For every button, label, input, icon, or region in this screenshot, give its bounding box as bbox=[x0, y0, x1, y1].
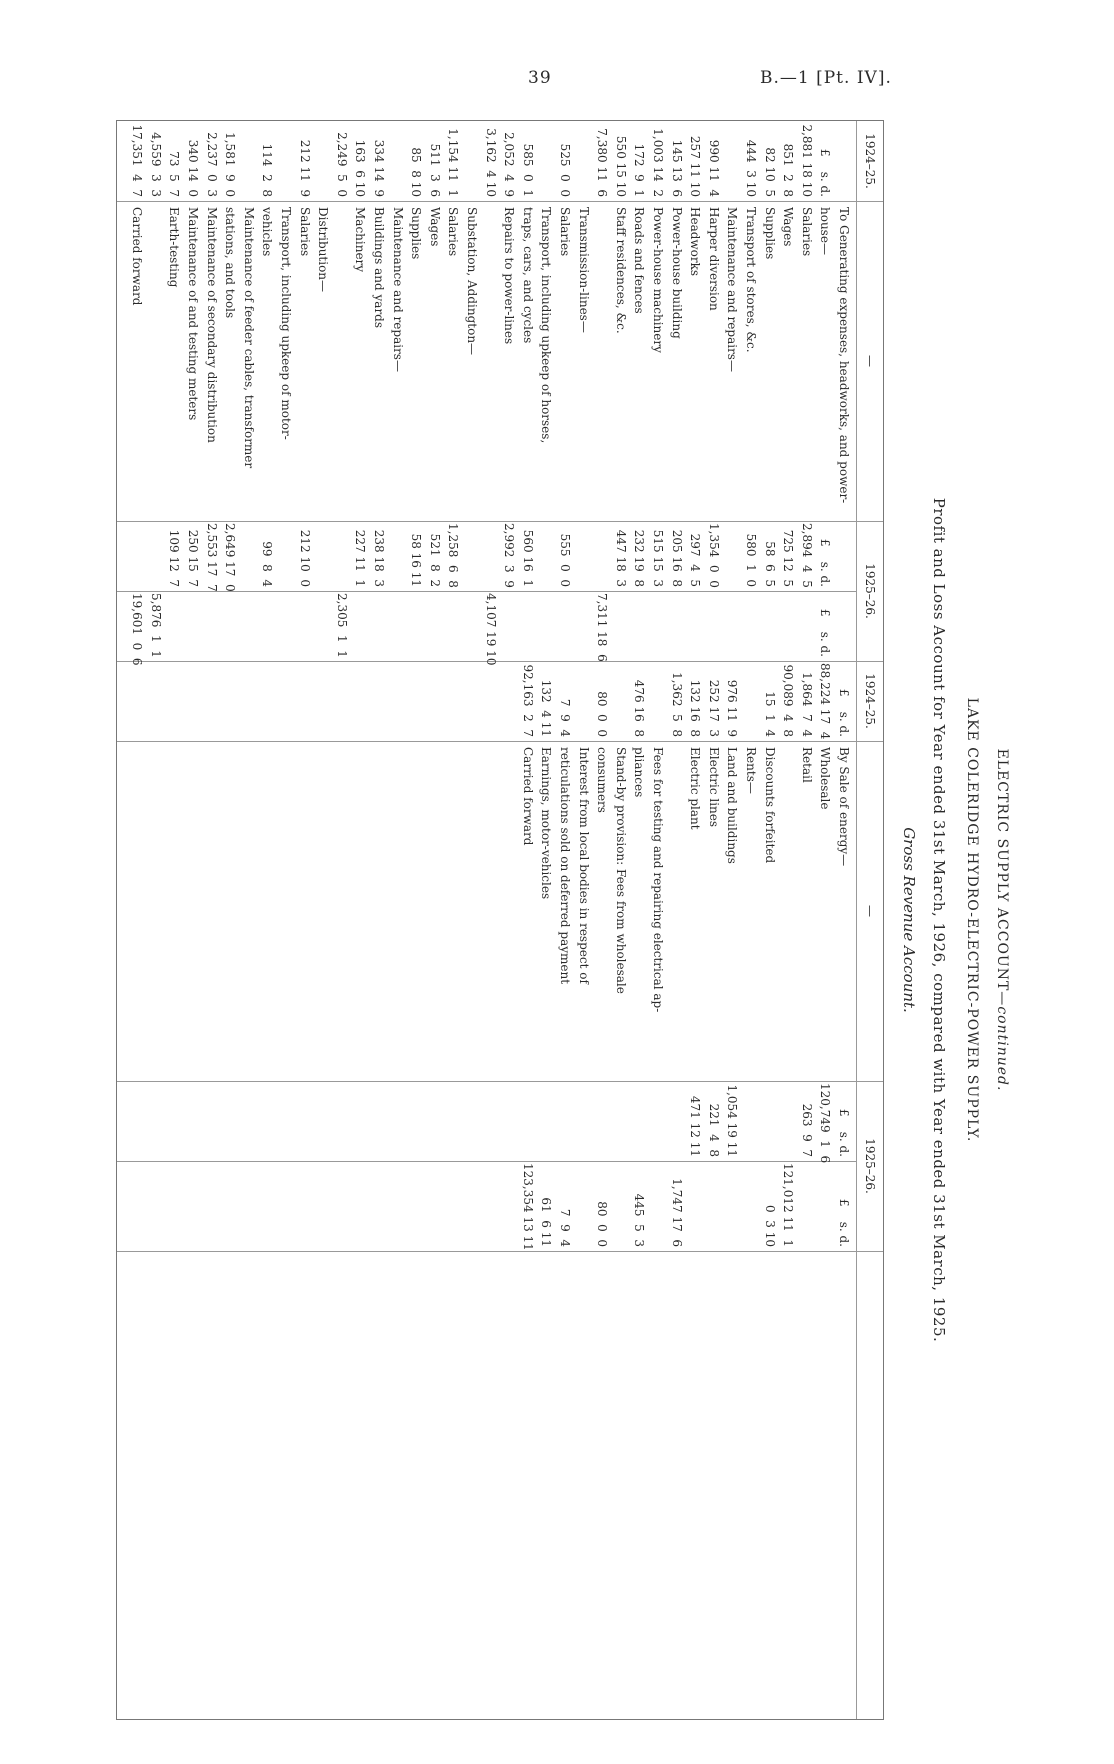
current-year-item-amount: 221 4 8 bbox=[706, 1103, 721, 1157]
prev-year-amount: 1,362 5 8 bbox=[669, 672, 684, 737]
prev-year-amount: 2,881 18 10 bbox=[799, 124, 814, 197]
prev-year-amount: 90,089 4 8 bbox=[781, 664, 796, 737]
ledger-description: Rents— bbox=[744, 747, 758, 794]
current-year-total: 19,601 0 6 bbox=[130, 593, 145, 666]
current-year-total bbox=[465, 593, 479, 657]
prev-year-amount: 1,864 7 4 bbox=[799, 672, 814, 737]
current-year-total bbox=[800, 1163, 814, 1247]
current-year-item-amount bbox=[539, 523, 553, 587]
ledger-description: Retail bbox=[799, 747, 814, 783]
prev-year-amount bbox=[577, 663, 591, 737]
ledger-description: Interest from local bodies in respect of bbox=[576, 747, 591, 984]
current-year-total bbox=[744, 593, 758, 657]
prev-year-amount: 7,380 11 6 bbox=[595, 128, 610, 197]
current-year-item-amount: 1,054 19 11 bbox=[725, 1084, 740, 1157]
prev-year-amount: 2,237 0 3 bbox=[204, 132, 219, 197]
current-year-item-amount bbox=[595, 523, 609, 587]
current-year-item-amount: 471 12 11 bbox=[688, 1095, 703, 1157]
prev-year-amount bbox=[242, 123, 256, 197]
ledger-description: Wages bbox=[781, 207, 796, 247]
current-year-total: 121,012 11 1 bbox=[781, 1163, 796, 1247]
prev-year-amount: 85 8 10 bbox=[409, 147, 424, 197]
prev-year-amount: 851 2 8 bbox=[781, 143, 796, 197]
prev-year-amount: 114 2 8 bbox=[260, 143, 275, 197]
prev-year-amount bbox=[725, 123, 739, 197]
current-year-total bbox=[502, 593, 516, 657]
current-year-total bbox=[316, 593, 330, 657]
ledger-description: Carried forward bbox=[520, 747, 535, 846]
prev-year-amount: 550 15 10 bbox=[613, 135, 628, 197]
ledger-description: Salaries bbox=[799, 207, 814, 257]
current-year-total bbox=[818, 1163, 832, 1247]
current-year-total bbox=[614, 593, 628, 657]
prev-year-amount: 511 3 6 bbox=[427, 143, 442, 197]
current-year-item-amount bbox=[763, 1083, 777, 1157]
title-line-2: LAKE COLERIDGE HYDRO-ELECTRIC-POWER SUPPLY. bbox=[964, 697, 980, 1143]
current-year-item-amount bbox=[465, 523, 479, 587]
ledger-description: Repairs to power-lines bbox=[502, 207, 517, 345]
current-year-total bbox=[446, 593, 460, 657]
ledger-description: Transport of stores, &c. bbox=[744, 207, 758, 353]
ledger-description: Salaries bbox=[297, 207, 312, 257]
credit-cur-year-header: 1925–26. bbox=[863, 1138, 877, 1194]
prev-year-amount: 1,154 11 1 bbox=[446, 128, 461, 197]
prev-year-amount bbox=[279, 123, 293, 197]
title-continued: continued. bbox=[994, 1006, 1010, 1092]
prev-year-amount: 525 0 0 bbox=[558, 143, 572, 197]
current-year-total bbox=[353, 593, 367, 657]
prev-year-amount: 80 0 0 bbox=[595, 691, 610, 737]
current-year-total: 4,107 19 10 bbox=[483, 593, 498, 666]
current-year-total bbox=[725, 1163, 739, 1247]
ledger-description: Wages bbox=[427, 207, 442, 247]
current-year-item-amount: 238 18 3 bbox=[372, 529, 386, 587]
ledger-description bbox=[781, 747, 795, 1077]
prev-year-amount: 88,224 17 4 bbox=[818, 663, 833, 740]
prev-year-amount bbox=[465, 123, 479, 197]
ledger-description: reticulations sold on deferred payment bbox=[558, 747, 572, 985]
credit-prev-year-header: 1924–25. bbox=[863, 673, 877, 729]
current-year-total bbox=[298, 593, 312, 657]
ledger-description: Earnings, motor-vehicles bbox=[539, 747, 554, 900]
prev-year-amount: 444 3 10 bbox=[744, 139, 758, 197]
col-rule bbox=[117, 1161, 857, 1162]
current-year-total bbox=[167, 593, 181, 657]
prev-year-amount: 92,163 2 7 bbox=[520, 664, 535, 737]
ledger-description: Staff residences, &c. bbox=[613, 207, 628, 334]
ledger-description: Transmission-lines— bbox=[576, 207, 591, 333]
current-year-total bbox=[558, 593, 572, 657]
ledger-description: Maintenance and repairs— bbox=[390, 207, 405, 372]
current-year-total bbox=[725, 593, 739, 657]
current-year-item-amount bbox=[130, 523, 144, 587]
current-year-item-amount bbox=[670, 1083, 684, 1157]
ledger-description: By Sale of energy— bbox=[837, 747, 851, 867]
current-year-item-amount: 1,354 0 0 bbox=[706, 523, 721, 588]
current-year-item-amount bbox=[391, 523, 405, 587]
current-year-total bbox=[428, 593, 442, 657]
current-year-total bbox=[651, 593, 665, 657]
ledger-description: traps, cars, and cycles bbox=[520, 207, 535, 344]
current-year-total bbox=[205, 593, 219, 657]
title-line-3: Profit and Loss Account for Year ended 31st March, 1926, compared with Year ended 31st March, 1925. bbox=[930, 497, 948, 1343]
current-year-total bbox=[763, 593, 777, 657]
current-year-item-amount bbox=[837, 523, 851, 587]
ledger-description: Power-house machinery bbox=[651, 207, 665, 353]
current-year-item-amount bbox=[725, 523, 739, 587]
current-year-item-amount bbox=[558, 1083, 572, 1157]
current-year-item-amount bbox=[577, 1083, 591, 1157]
current-year-total bbox=[781, 593, 795, 657]
ledger-description: Maintenance of feeder cables, transformer bbox=[241, 207, 256, 469]
current-year-item-amount: £ s. d. bbox=[818, 538, 833, 587]
ledger-description bbox=[670, 747, 684, 1077]
current-year-item-amount: 560 16 1 bbox=[520, 529, 535, 587]
current-year-item-amount bbox=[632, 1083, 646, 1157]
current-year-item-amount bbox=[316, 523, 330, 587]
ledger-description: pliances bbox=[632, 747, 647, 798]
title-line-4: Gross Revenue Account. bbox=[900, 827, 918, 1013]
current-year-item-amount: 555 0 0 bbox=[558, 533, 572, 587]
prev-year-amount: £ s. d. bbox=[837, 688, 851, 737]
prev-year-amount bbox=[614, 663, 628, 737]
prev-year-amount: 1,581 9 0 bbox=[223, 132, 238, 197]
current-year-item-amount: 515 15 3 bbox=[651, 529, 665, 587]
prev-year-amount: 73 5 7 bbox=[167, 151, 182, 197]
prev-year-amount: 15 1 4 bbox=[762, 691, 777, 737]
prev-year-amount: 334 14 9 bbox=[372, 139, 386, 197]
ledger-description: Electric lines bbox=[706, 747, 721, 828]
current-year-total: 1,747 17 6 bbox=[669, 1178, 684, 1247]
current-year-item-amount: 447 18 3 bbox=[613, 529, 628, 587]
ledger-description bbox=[595, 207, 609, 517]
prev-year-amount: 476 16 8 bbox=[632, 679, 647, 737]
title-main: ELECTRIC SUPPLY ACCOUNT— bbox=[994, 748, 1010, 1007]
current-year-total: 445 5 3 bbox=[632, 1193, 647, 1247]
current-year-total bbox=[409, 593, 423, 657]
ledger-description: Transport, including upkeep of horses, bbox=[539, 207, 554, 444]
current-year-item-amount: 2,553 17 7 bbox=[204, 523, 219, 592]
current-year-total: 7 9 4 bbox=[558, 1208, 572, 1247]
current-year-item-amount: 212 10 0 bbox=[297, 529, 312, 587]
ledger-description: Buildings and yards bbox=[372, 207, 386, 329]
current-year-item-amount bbox=[279, 523, 293, 587]
current-year-total: 80 0 0 bbox=[595, 1201, 610, 1247]
prev-year-amount: 132 16 8 bbox=[688, 679, 703, 737]
ledger-description: Power-house building bbox=[669, 207, 684, 339]
current-year-item-amount: 58 6 5 bbox=[762, 541, 777, 587]
current-year-total: 2,305 1 1 bbox=[334, 593, 349, 658]
current-year-item-amount bbox=[614, 1083, 628, 1157]
current-year-total bbox=[521, 593, 535, 657]
col-rule bbox=[117, 741, 883, 742]
prev-year-amount: 7 9 4 bbox=[558, 698, 572, 737]
prev-year-amount: 585 0 1 bbox=[520, 143, 535, 197]
current-year-item-amount: 725 12 5 bbox=[781, 529, 796, 587]
debit-desc-header: — bbox=[863, 355, 877, 367]
ledger-description: Distribution— bbox=[316, 207, 331, 293]
current-year-item-amount bbox=[781, 1083, 795, 1157]
ledger-description: Maintenance of and testing meters bbox=[186, 207, 200, 421]
current-year-item-amount: 205 16 8 bbox=[669, 529, 684, 587]
current-year-item-amount bbox=[484, 523, 498, 587]
current-year-total bbox=[279, 593, 293, 657]
ledger-description: Land and buildings bbox=[725, 747, 740, 864]
ledger-description: Electric plant bbox=[688, 747, 703, 830]
prev-year-amount: 172 9 1 bbox=[632, 143, 647, 197]
col-rule bbox=[117, 1081, 883, 1082]
current-year-total: 0 3 10 bbox=[762, 1205, 777, 1247]
header-rule bbox=[856, 121, 857, 1719]
current-year-item-amount bbox=[335, 523, 349, 587]
current-year-total: 5,876 1 1 bbox=[148, 593, 163, 658]
ledger-description: Substation, Addington— bbox=[465, 207, 479, 356]
current-year-total bbox=[688, 1163, 702, 1247]
current-year-item-amount bbox=[539, 1083, 553, 1157]
current-year-item-amount bbox=[595, 1083, 609, 1157]
current-year-item-amount: 250 15 7 bbox=[186, 529, 200, 587]
ledger-description bbox=[149, 207, 163, 517]
col-rule bbox=[117, 521, 883, 522]
current-year-item-amount: 109 12 7 bbox=[167, 529, 182, 587]
current-year-item-amount bbox=[651, 1083, 665, 1157]
current-year-item-amount: 120,749 1 6 bbox=[818, 1083, 833, 1164]
ledger-description: Maintenance of secondary distribution bbox=[204, 207, 219, 443]
current-year-total bbox=[800, 593, 814, 657]
current-year-item-amount: 521 8 2 bbox=[427, 533, 442, 587]
current-year-total bbox=[372, 593, 386, 657]
prev-year-amount bbox=[651, 663, 665, 737]
current-year-total bbox=[707, 1163, 721, 1247]
current-year-total bbox=[391, 593, 405, 657]
ledger-description: consumers bbox=[595, 747, 610, 813]
current-year-item-amount: £ s. d. bbox=[837, 1108, 851, 1157]
ledger-description: Salaries bbox=[446, 207, 461, 257]
current-year-total bbox=[651, 1163, 665, 1247]
prev-year-amount bbox=[391, 123, 405, 197]
current-year-item-amount bbox=[242, 523, 256, 587]
ledger-description: house— bbox=[818, 207, 833, 255]
page-reference: B.—1 [Pt. IV]. bbox=[760, 68, 892, 88]
prev-year-amount bbox=[316, 123, 330, 197]
ledger-description: Machinery bbox=[353, 207, 368, 273]
credit-desc-header: — bbox=[863, 905, 877, 917]
current-year-item-amount bbox=[577, 523, 591, 587]
debit-cur-year-header: 1925–26. bbox=[863, 563, 877, 619]
prev-year-amount: 212 11 9 bbox=[297, 139, 312, 197]
ledger-description: vehicles bbox=[260, 207, 275, 257]
debit-prev-year-header: 1924–25. bbox=[863, 133, 877, 189]
prev-year-amount: 132 4 11 bbox=[539, 679, 554, 737]
current-year-total: 123,354 13 11 bbox=[520, 1163, 535, 1251]
prev-year-amount: 145 13 6 bbox=[669, 139, 684, 197]
prev-year-amount: 340 14 0 bbox=[186, 139, 200, 197]
prev-year-amount: 252 17 3 bbox=[706, 679, 721, 737]
account-table bbox=[116, 120, 884, 1720]
col-rule bbox=[117, 1251, 883, 1252]
ledger-description: Discounts forfeited bbox=[762, 747, 777, 864]
prev-year-amount: 17,351 4 7 bbox=[130, 124, 145, 197]
col-rule bbox=[117, 201, 883, 202]
current-year-total: 7,311 18 6 bbox=[595, 593, 610, 662]
current-year-total bbox=[632, 593, 646, 657]
title-line-1 bbox=[994, 120, 1010, 1720]
prev-year-amount: 4,559 3 3 bbox=[148, 132, 163, 197]
current-year-item-amount: 227 11 1 bbox=[353, 529, 368, 587]
current-year-total bbox=[260, 593, 274, 657]
ledger-description: Harper diversion bbox=[706, 207, 721, 311]
current-year-item-amount: 263 9 7 bbox=[799, 1103, 814, 1157]
prev-year-amount: 1,003 14 2 bbox=[651, 128, 665, 197]
current-year-total: £ s. d. bbox=[818, 608, 833, 657]
current-year-total bbox=[707, 593, 721, 657]
ledger-description: Supplies bbox=[762, 207, 777, 260]
prev-year-amount: 3,162 4 10 bbox=[483, 128, 498, 197]
prev-year-amount: 976 11 9 bbox=[725, 679, 740, 737]
ledger-description bbox=[335, 207, 349, 517]
ledger-description: Earth-testing bbox=[167, 207, 182, 288]
prev-year-amount: £ s. d. bbox=[818, 148, 833, 197]
current-year-total bbox=[744, 1163, 758, 1247]
ledger-description bbox=[484, 207, 498, 517]
current-year-item-amount: 1,258 6 8 bbox=[446, 523, 461, 588]
ledger-description: stations, and tools bbox=[223, 207, 238, 319]
current-year-item-amount bbox=[744, 1083, 758, 1157]
prev-year-amount: 163 6 10 bbox=[353, 139, 368, 197]
page-number: 39 bbox=[528, 68, 552, 88]
ledger-description: To Generating expenses, headworks, and power- bbox=[837, 207, 851, 504]
current-year-total bbox=[614, 1163, 628, 1247]
prev-year-amount: 2,052 4 9 bbox=[502, 132, 517, 197]
ledger-description: Transport, including upkeep of motor- bbox=[279, 207, 293, 440]
prev-year-amount: 82 10 5 bbox=[762, 147, 777, 197]
ledger-description: Headworks bbox=[688, 207, 703, 277]
prev-year-amount: 257 11 10 bbox=[688, 135, 703, 197]
prev-year-amount bbox=[577, 123, 591, 197]
ledger-description: Salaries bbox=[558, 207, 572, 257]
ledger-description: Supplies bbox=[409, 207, 424, 260]
prev-year-amount bbox=[744, 663, 758, 737]
ledger-description: Carried forward bbox=[130, 207, 145, 306]
current-year-item-amount: 2,992 3 9 bbox=[502, 523, 517, 588]
prev-year-amount bbox=[837, 123, 851, 197]
current-year-item-amount: 2,894 4 5 bbox=[799, 523, 814, 588]
col-rule bbox=[117, 661, 883, 662]
current-year-total: 61 6 11 bbox=[539, 1197, 554, 1247]
prev-year-amount: 2,249 5 0 bbox=[334, 132, 349, 197]
prev-year-amount: 990 11 4 bbox=[706, 139, 721, 197]
current-year-total bbox=[242, 593, 256, 657]
current-year-total bbox=[577, 1163, 591, 1247]
current-year-total bbox=[670, 593, 684, 657]
current-year-total bbox=[223, 593, 237, 657]
current-year-item-amount bbox=[521, 1083, 535, 1157]
current-year-total: £ s. d. bbox=[837, 1198, 851, 1247]
current-year-total bbox=[577, 593, 591, 657]
ledger-description: Wholesale bbox=[818, 747, 833, 810]
ledger-description: Stand-by provision: Fees from wholesale bbox=[613, 747, 628, 994]
current-year-item-amount: 297 4 5 bbox=[688, 533, 703, 587]
current-year-item-amount: 99 8 4 bbox=[260, 541, 275, 587]
current-year-item-amount: 2,649 17 0 bbox=[223, 523, 238, 592]
ledger-description: Maintenance and repairs— bbox=[725, 207, 740, 372]
current-year-total bbox=[186, 593, 200, 657]
current-year-item-amount bbox=[149, 523, 163, 587]
current-year-total bbox=[688, 593, 702, 657]
ledger-description: Roads and fences bbox=[632, 207, 647, 314]
prev-year-amount bbox=[539, 123, 553, 197]
current-year-total bbox=[837, 593, 851, 657]
current-year-item-amount: 580 1 0 bbox=[744, 533, 758, 587]
current-year-item-amount: 232 19 8 bbox=[632, 529, 647, 587]
rotated-ledger bbox=[110, 120, 1010, 1720]
current-year-item-amount: 58 16 11 bbox=[409, 533, 424, 587]
ledger-description: Fees for testing and repairing electrical ap- bbox=[651, 747, 665, 1013]
current-year-total bbox=[539, 593, 553, 657]
